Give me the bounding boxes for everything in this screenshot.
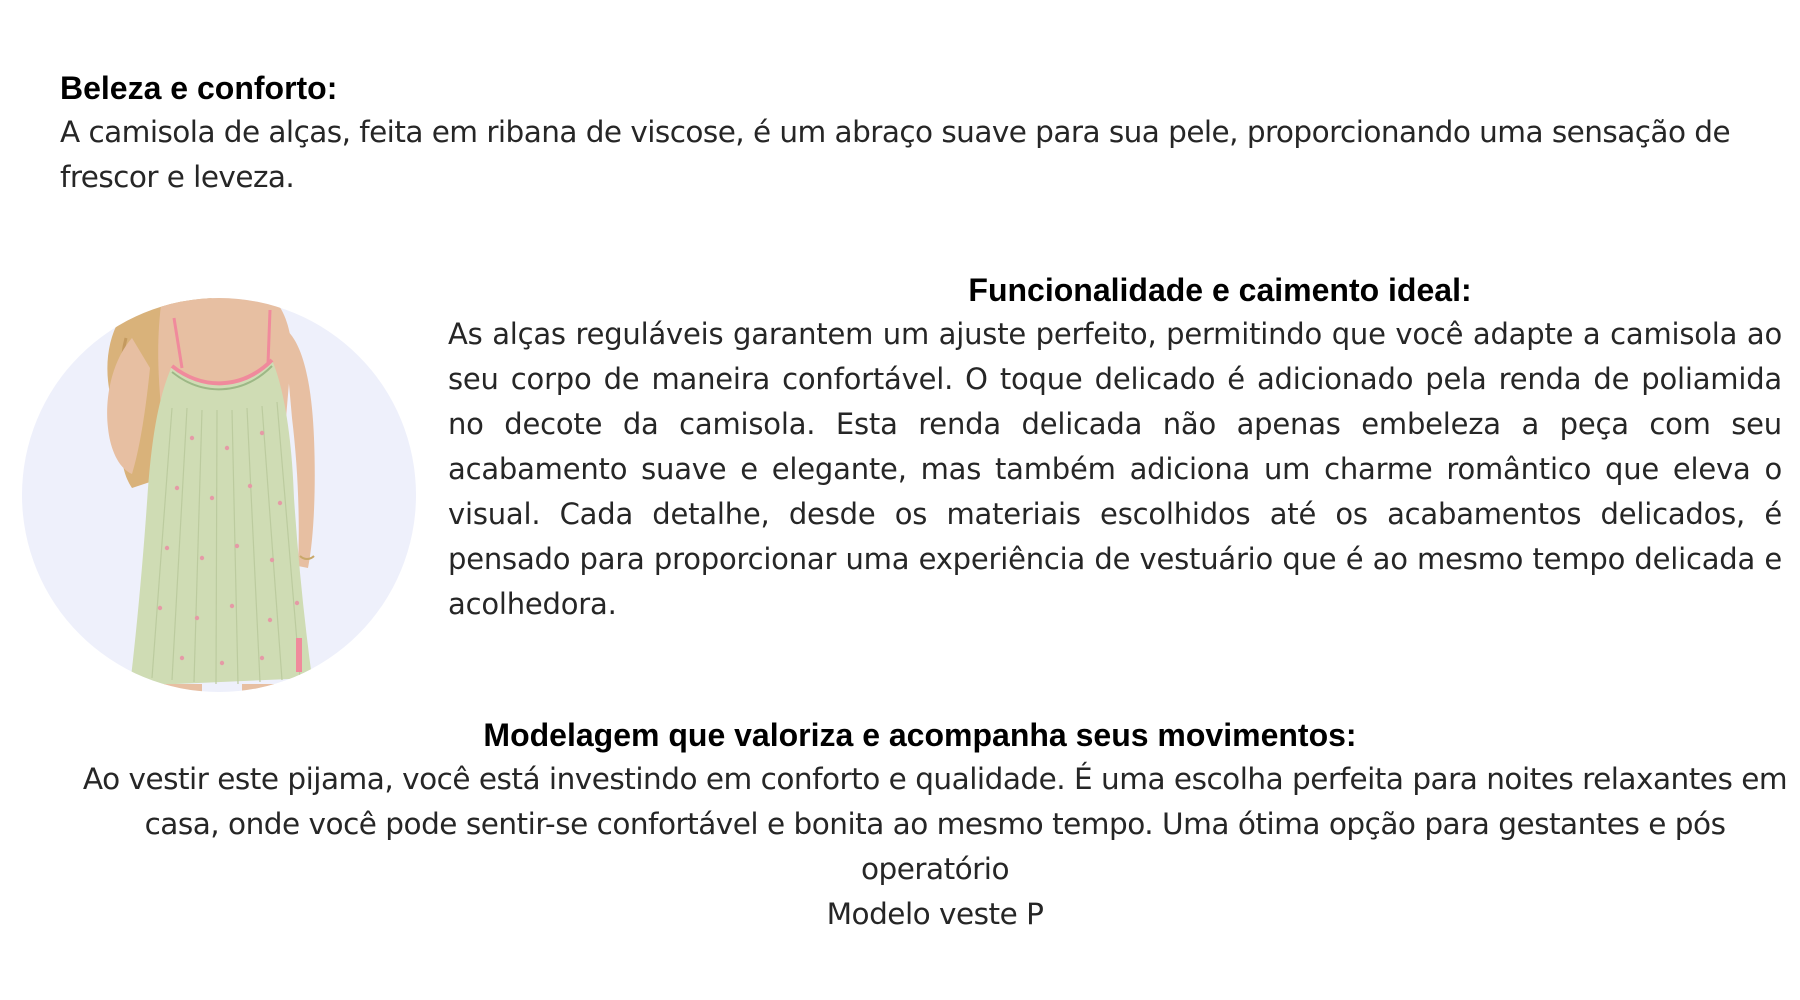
model-size-note: Modelo veste P <box>826 897 1044 931</box>
section-modelagem-text: Ao vestir este pijama, você está investindo em conforto e qualidade. É uma escolha perfeita para noites relaxantes em casa, onde você pode sentir-se confortável e bonita ao mesmo tempo. Uma ótima opção para gestantes e pós operatório <box>82 762 1788 886</box>
product-photo <box>22 298 416 692</box>
camisola-illustration <box>22 298 416 692</box>
section-modelagem-title: Modelagem que valoriza e acompanha seus movimentos: <box>483 717 1357 753</box>
section-beleza-title: Beleza e conforto: <box>60 70 338 106</box>
section-beleza-text: A camisola de alças, feita em ribana de viscose, é um abraço suave para sua pele, proporcionando uma sensação de frescor e leveza. <box>60 115 1731 194</box>
section-funcionalidade <box>448 268 1782 627</box>
section-beleza <box>60 66 1780 200</box>
section-modelagem <box>70 713 1800 937</box>
section-funcionalidade-text: As alças reguláveis garantem um ajuste perfeito, permitindo que você adapte a camisola ao seu corpo de maneira confortável. O toque delicado é adicionado pela renda de poliamida no decote da camisola. Esta renda delicada não apenas embeleza a peça com seu acabamento suave e elegante, mas também adiciona um charme romântico que eleva o visual. Cada detalhe, desde os materiais escolhidos até os acabamentos delicados, é pensado para proporcionar uma experiência de vestuário que é ao mesmo tempo delicada e acolhedora. <box>448 317 1782 621</box>
section-funcionalidade-title: Funcionalidade e caimento ideal: <box>968 272 1472 308</box>
